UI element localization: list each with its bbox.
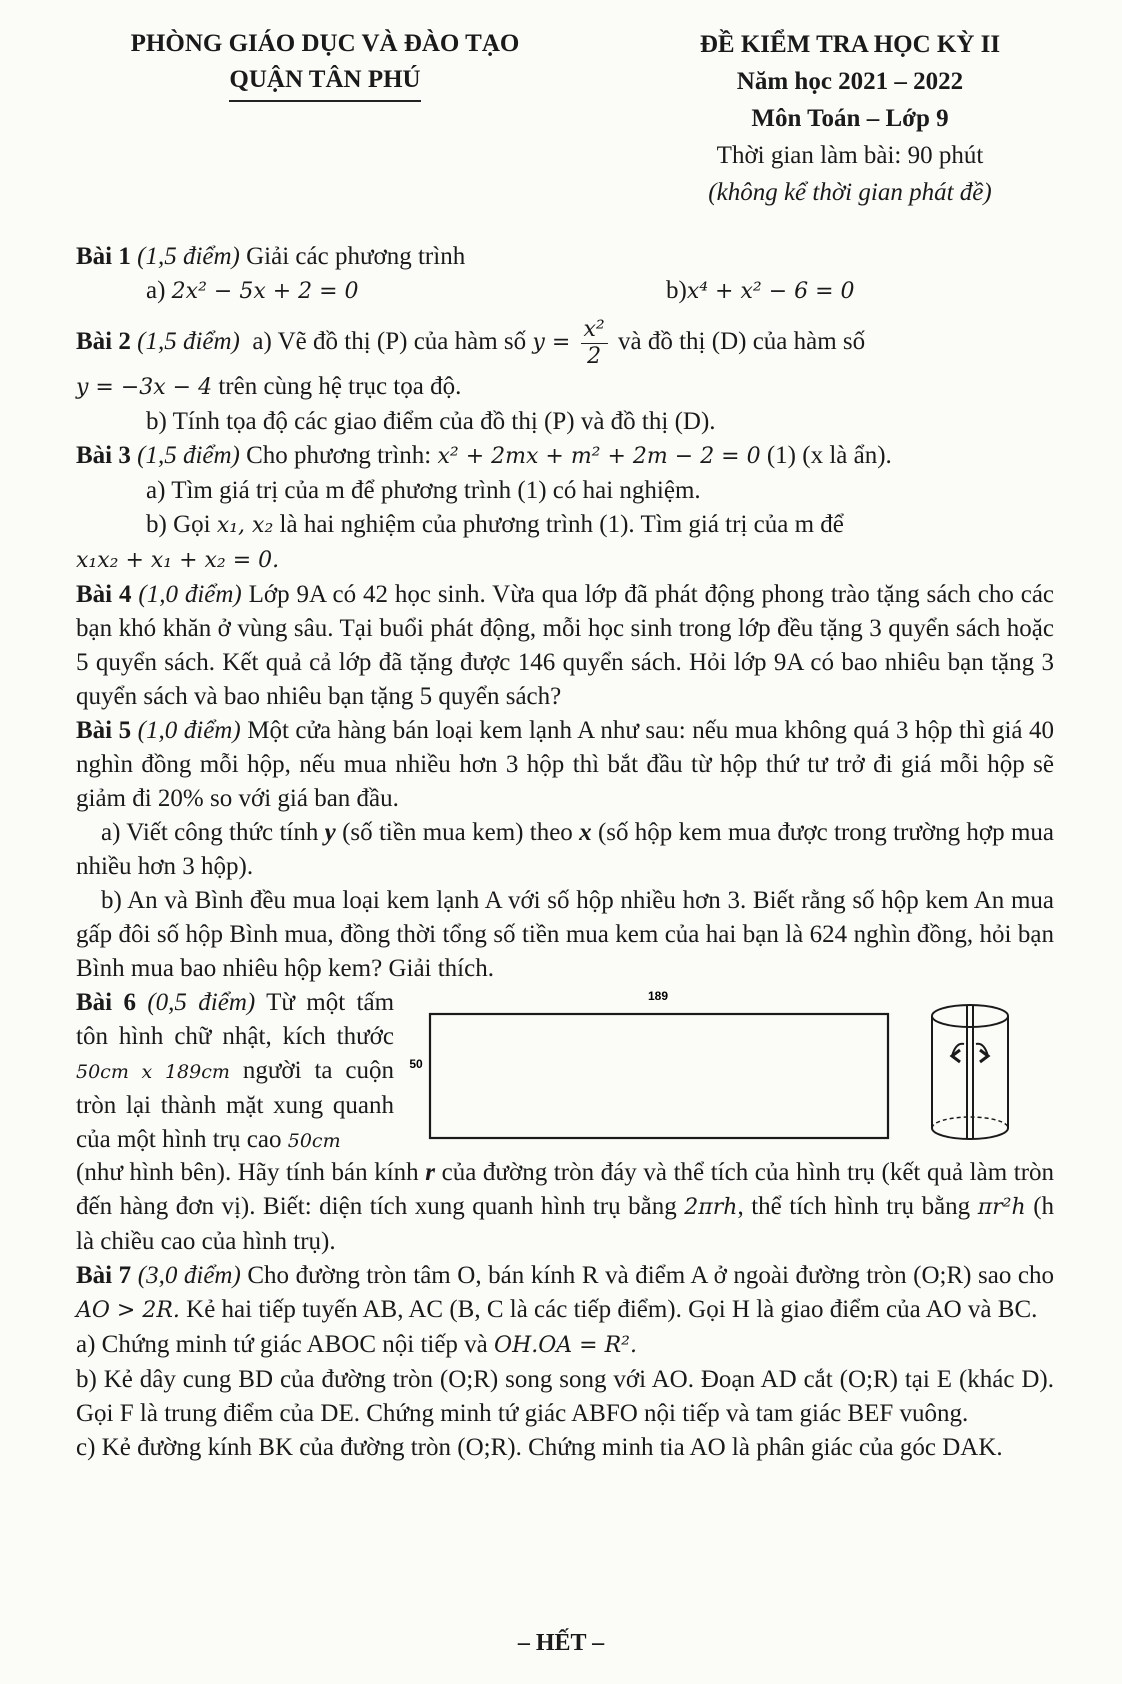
bai3-b-vars: x₁, x₂ — [216, 513, 274, 538]
rect-width-label: 189 — [647, 989, 669, 1003]
bai1-a-eq: 2x² − 5x + 2 = 0 — [171, 279, 359, 304]
bai7-label: Bài 7 — [76, 1262, 132, 1289]
bai6-text4: của đường tròn đáy và thể tích của hình trụ (kết quả làm tròn đến hàng đơn vị). Biết: diện tích xung quanh hình trụ bằng — [76, 1159, 1055, 1220]
bai6-height: 50cm — [287, 1130, 341, 1152]
bai4-label: Bài 4 — [76, 581, 132, 608]
bai1-points: (1,5 điểm) — [137, 243, 240, 270]
bai5-b-text: b) An và Bình đều mua loại kem lạnh A với số hộp nhiều hơn 3. Biết rằng số hộp kem An mua gấp đôi số hộp Bình mua, đồng thời tổng số tiền mua kem của hai bạn là 624 nghìn đồng, hỏi bạn Bình mua bao nhiêu hộp kem? Giải thích. — [76, 887, 1054, 982]
bai6-points: (0,5 điểm) — [147, 989, 256, 1016]
bai6-text2: người ta cuộn tròn lại thành mặt xung quanh của một hình trụ cao — [76, 1057, 394, 1153]
district-name: QUẬN TÂN PHÚ — [229, 62, 420, 102]
bai6-dim: 50cm x 189cm — [76, 1061, 230, 1083]
bai6-sxq: 2πrh — [684, 1195, 738, 1220]
metal-sheet-rect — [430, 1014, 888, 1138]
bai5-a-y: y — [324, 819, 336, 846]
bai1-label: Bài 1 — [76, 243, 131, 270]
bai3-b-text2: là hai nghiệm của phương trình (1). Tìm giá trị của m để — [279, 511, 844, 538]
bai3-text2: (1) (x là ẩn). — [766, 442, 892, 469]
bai3-text1: Cho phương trình: — [246, 442, 432, 469]
school-year: Năm học 2021 – 2022 — [736, 68, 964, 95]
bai4-points: (1,0 điểm) — [138, 581, 242, 608]
bai3-b-eq: x₁x₂ + x₁ + x₂ = 0. — [76, 548, 280, 573]
bai1-b-eq: x⁴ + x² − 6 = 0 — [686, 279, 855, 304]
bai7-text1: Cho đường tròn tâm O, bán kính R và điểm A ở ngoài đường tròn (O;R) sao cho — [247, 1262, 1055, 1289]
bai6-vol: πr²h — [977, 1195, 1026, 1220]
bai6-text3: (như hình bên). Hãy tính bán kính — [76, 1159, 419, 1186]
bai6-r: r — [425, 1159, 436, 1186]
bai5-label: Bài 5 — [76, 717, 132, 744]
bai7-a-eq: OH.OA = R². — [494, 1333, 637, 1358]
bai2-frac-den: 2 — [587, 344, 602, 369]
bai1 — [76, 240, 1054, 274]
bai1-equations — [76, 274, 1054, 309]
bai3-label: Bài 3 — [76, 442, 131, 469]
bai7-b-text: b) Kẻ dây cung BD của đường tròn (O;R) song song với AO. Đoạn AD cắt (O;R) tại E (khác D). Gọi F là trung điểm của DE. Chứng minh tứ giác ABFO nội tiếp và tam giác BEF vuông. — [76, 1366, 1054, 1427]
bai1-b-label: b) — [666, 277, 687, 304]
bai2-line2 — [76, 370, 1054, 405]
bai7-points: (3,0 điểm) — [137, 1262, 241, 1289]
bai2-frac-num: x² — [581, 317, 608, 344]
end-marker: – HẾT – — [517, 1630, 605, 1656]
bai1-a-label: a) — [146, 277, 166, 304]
bai3 — [76, 439, 1054, 474]
bai5-text: Một cửa hàng bán loại kem lạnh A như sau: nếu mua không quá 3 hộp thì giá 40 nghìn đồng mỗi hộp, nếu mua nhiều hơn 3 hộp thì bắt đầu từ hộp thứ tư trở đi giá mỗi hộp sẽ giảm đi 20% so với giá ban đầu. — [76, 717, 1055, 812]
bai2-points: (1,5 điểm) — [137, 328, 240, 356]
cylinder-icon — [932, 1005, 1008, 1139]
bai4-text: Lớp 9A có 42 học sinh. Vừa qua lớp đã phát động phong trào tặng sách cho các bạn khó khăn ở vùng sâu. Tại buổi phát động, mỗi học sinh trong lớp đều tặng 3 quyển sách hoặc 5 quyển sách. Kết quả cả lớp đã tặng được 146 quyển sách. Hỏi lớp 9A có bao nhiêu bạn tặng 3 quyển sách và bao nhiêu bạn tặng 5 quyển sách? — [76, 581, 1055, 710]
bai3-a-text: a) Tìm giá trị của m để phương trình (1) có hai nghiệm. — [146, 477, 701, 504]
bai7-cond: AO > 2R. — [76, 1298, 180, 1323]
bai5-a — [76, 816, 1054, 884]
bai2-label: Bài 2 — [76, 328, 131, 356]
bai7-c-text: c) Kẻ đường kính BK của đường tròn (O;R). Chứng minh tia AO là phân giác của góc DAK. — [76, 1434, 1003, 1461]
bai2-a-text3: trên cùng hệ trục tọa độ. — [218, 373, 462, 400]
bai4 — [76, 578, 1054, 714]
bai6-text1: Từ một tấm tôn hình chữ nhật, kích thước — [76, 989, 395, 1050]
bai2-line-eq: y = −3x − 4 — [76, 375, 213, 400]
bai5-points: (1,0 điểm) — [137, 717, 241, 744]
bai6-figure — [408, 972, 1048, 1142]
bai5 — [76, 714, 1054, 816]
bai7-text2: Kẻ hai tiếp tuyến AB, AC (B, C là các tiếp điểm). Gọi H là giao điểm của AO và BC. — [186, 1296, 1038, 1323]
bai7-a-text: a) Chứng minh tứ giác ABOC nội tiếp và — [76, 1331, 488, 1358]
bai2-y-eq: y = — [532, 330, 571, 356]
bai2-a-text2: và đồ thị (D) của hàm số — [618, 328, 866, 356]
bai7-a — [76, 1328, 1054, 1363]
bai6-text-block — [76, 986, 394, 1158]
bai2 — [76, 317, 1054, 370]
header-right — [640, 26, 1060, 211]
bai3-points: (1,5 điểm) — [137, 442, 240, 469]
bai7 — [76, 1259, 1054, 1328]
bai5-a-text1: a) Viết công thức tính — [101, 819, 319, 846]
bai3-b-text1: b) Gọi — [146, 511, 211, 538]
bai1-text: Giải các phương trình — [246, 243, 466, 270]
bai5-a-x: x — [579, 819, 592, 846]
exam-body — [76, 240, 1054, 1465]
duration-note: (không kể thời gian phát đề) — [708, 179, 992, 206]
bai2-b-text: b) Tính tọa độ các giao điểm của đồ thị (P) và đồ thị (D). — [146, 408, 716, 435]
bai5-a-text3: (số hộp kem mua được trong trường hợp mua nhiều hơn 3 hộp). — [76, 819, 1054, 880]
department-name: PHÒNG GIÁO DỤC VÀ ĐÀO TẠO — [130, 30, 520, 57]
bai6-text5: , thể tích hình trụ bằng — [737, 1193, 971, 1220]
bai5-a-text2: (số tiền mua kem) theo — [342, 819, 573, 846]
bai2-a-text: a) Vẽ đồ thị (P) của hàm số — [252, 328, 527, 356]
bai6-label: Bài 6 — [76, 989, 136, 1016]
bai3-b — [76, 508, 1054, 543]
subject: Môn Toán – Lớp 9 — [751, 105, 949, 132]
bai6 — [76, 986, 1054, 1186]
bai3-b-eq-line — [76, 543, 1054, 578]
exam-title: ĐỀ KIỂM TRA HỌC KỲ II — [699, 31, 1001, 58]
header-left — [80, 26, 570, 102]
bai3-eq: x² + 2mx + m² + 2m − 2 = 0 — [437, 444, 761, 469]
rect-height-label: 50 — [409, 1057, 423, 1071]
duration: Thời gian làm bài: 90 phút — [716, 142, 984, 169]
bai2-fraction — [581, 317, 608, 370]
bai6-text6: (h là chiều cao của hình trụ). — [76, 1193, 1055, 1255]
